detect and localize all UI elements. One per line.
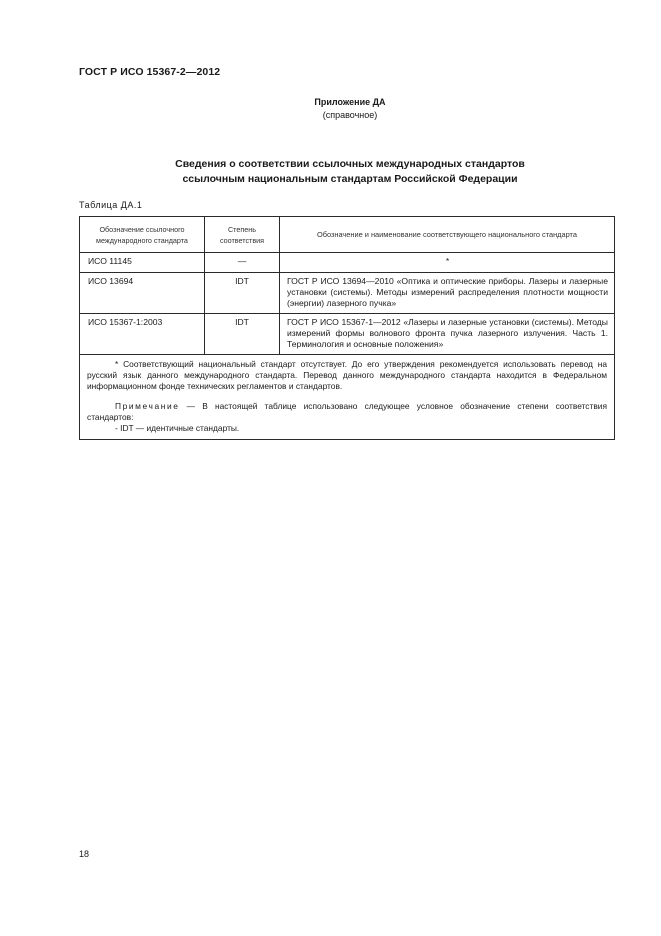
header-intl-standard-line-1: Обозначение ссылочного <box>99 224 185 234</box>
note-label: Примечание <box>115 401 180 411</box>
section-title-line-2: ссылочным национальным стандартам Российской Федерации <box>182 173 518 185</box>
table-footnote: * Соответствующий национальный стандарт отсутствует. До его утверждения рекомендуется использовать перевод на русский язык данного международного стандарта. Перевод данного международного стандарта находится в Федеральном информационном фонде технических регламентов и стандартов. <box>87 359 607 391</box>
table-header-row <box>80 217 615 253</box>
annex-heading <box>0 96 661 122</box>
cell-degree: — <box>205 253 280 273</box>
header-national-standard: Обозначение и наименование соответствующего национального стандарта <box>280 217 615 253</box>
cell-intl-standard: ИСО 15367-1:2003 <box>80 314 205 355</box>
annex-subtitle: (справочное) <box>322 110 378 120</box>
table-row <box>80 253 615 273</box>
cell-national-standard: ГОСТ Р ИСО 13694—2010 «Оптика и оптические приборы. Лазеры и лазерные установки (системы). Методы измерений распределения плотности мощности (энергии) лазерного пучка» <box>280 273 615 314</box>
cell-intl-standard: ИСО 13694 <box>80 273 205 314</box>
table-row <box>80 314 615 355</box>
note-text: — В настоящей таблице использовано следующее условное обозначение степени соответствия стандартов: <box>87 401 607 422</box>
header-intl-standard <box>80 217 205 253</box>
header-intl-standard-line-2: международного стандарта <box>96 235 188 245</box>
annex-title: Приложение ДА <box>314 97 386 107</box>
section-title <box>0 157 661 187</box>
document-code-header: ГОСТ Р ИСО 15367-2—2012 <box>79 66 221 78</box>
cell-degree: IDT <box>205 273 280 314</box>
section-title-line-1: Сведения о соответствии ссылочных международных стандартов <box>175 158 525 170</box>
note-item: - IDT — идентичные стандарты. <box>115 423 240 433</box>
cell-national-standard: ГОСТ Р ИСО 15367-1—2012 «Лазеры и лазерные установки (системы). Методы измерений формы волнового фронта пучка лазерного излучения. Часть 1. Терминология и основные положения» <box>280 314 615 355</box>
table-note <box>87 401 607 423</box>
page-number: 18 <box>79 849 90 859</box>
correspondence-table <box>79 216 615 440</box>
correspondence-table-container <box>79 216 614 440</box>
table-caption: Таблица ДА.1 <box>79 200 143 210</box>
table-row <box>80 273 615 314</box>
header-degree-line-1: Степень <box>227 224 256 234</box>
cell-degree: IDT <box>205 314 280 355</box>
table-notes <box>80 355 615 440</box>
cell-national-standard: * <box>280 253 615 273</box>
header-degree-line-2: соответствия <box>219 235 265 245</box>
table-notes-row <box>80 355 615 440</box>
cell-intl-standard: ИСО 11145 <box>80 253 205 273</box>
header-degree <box>205 217 280 253</box>
